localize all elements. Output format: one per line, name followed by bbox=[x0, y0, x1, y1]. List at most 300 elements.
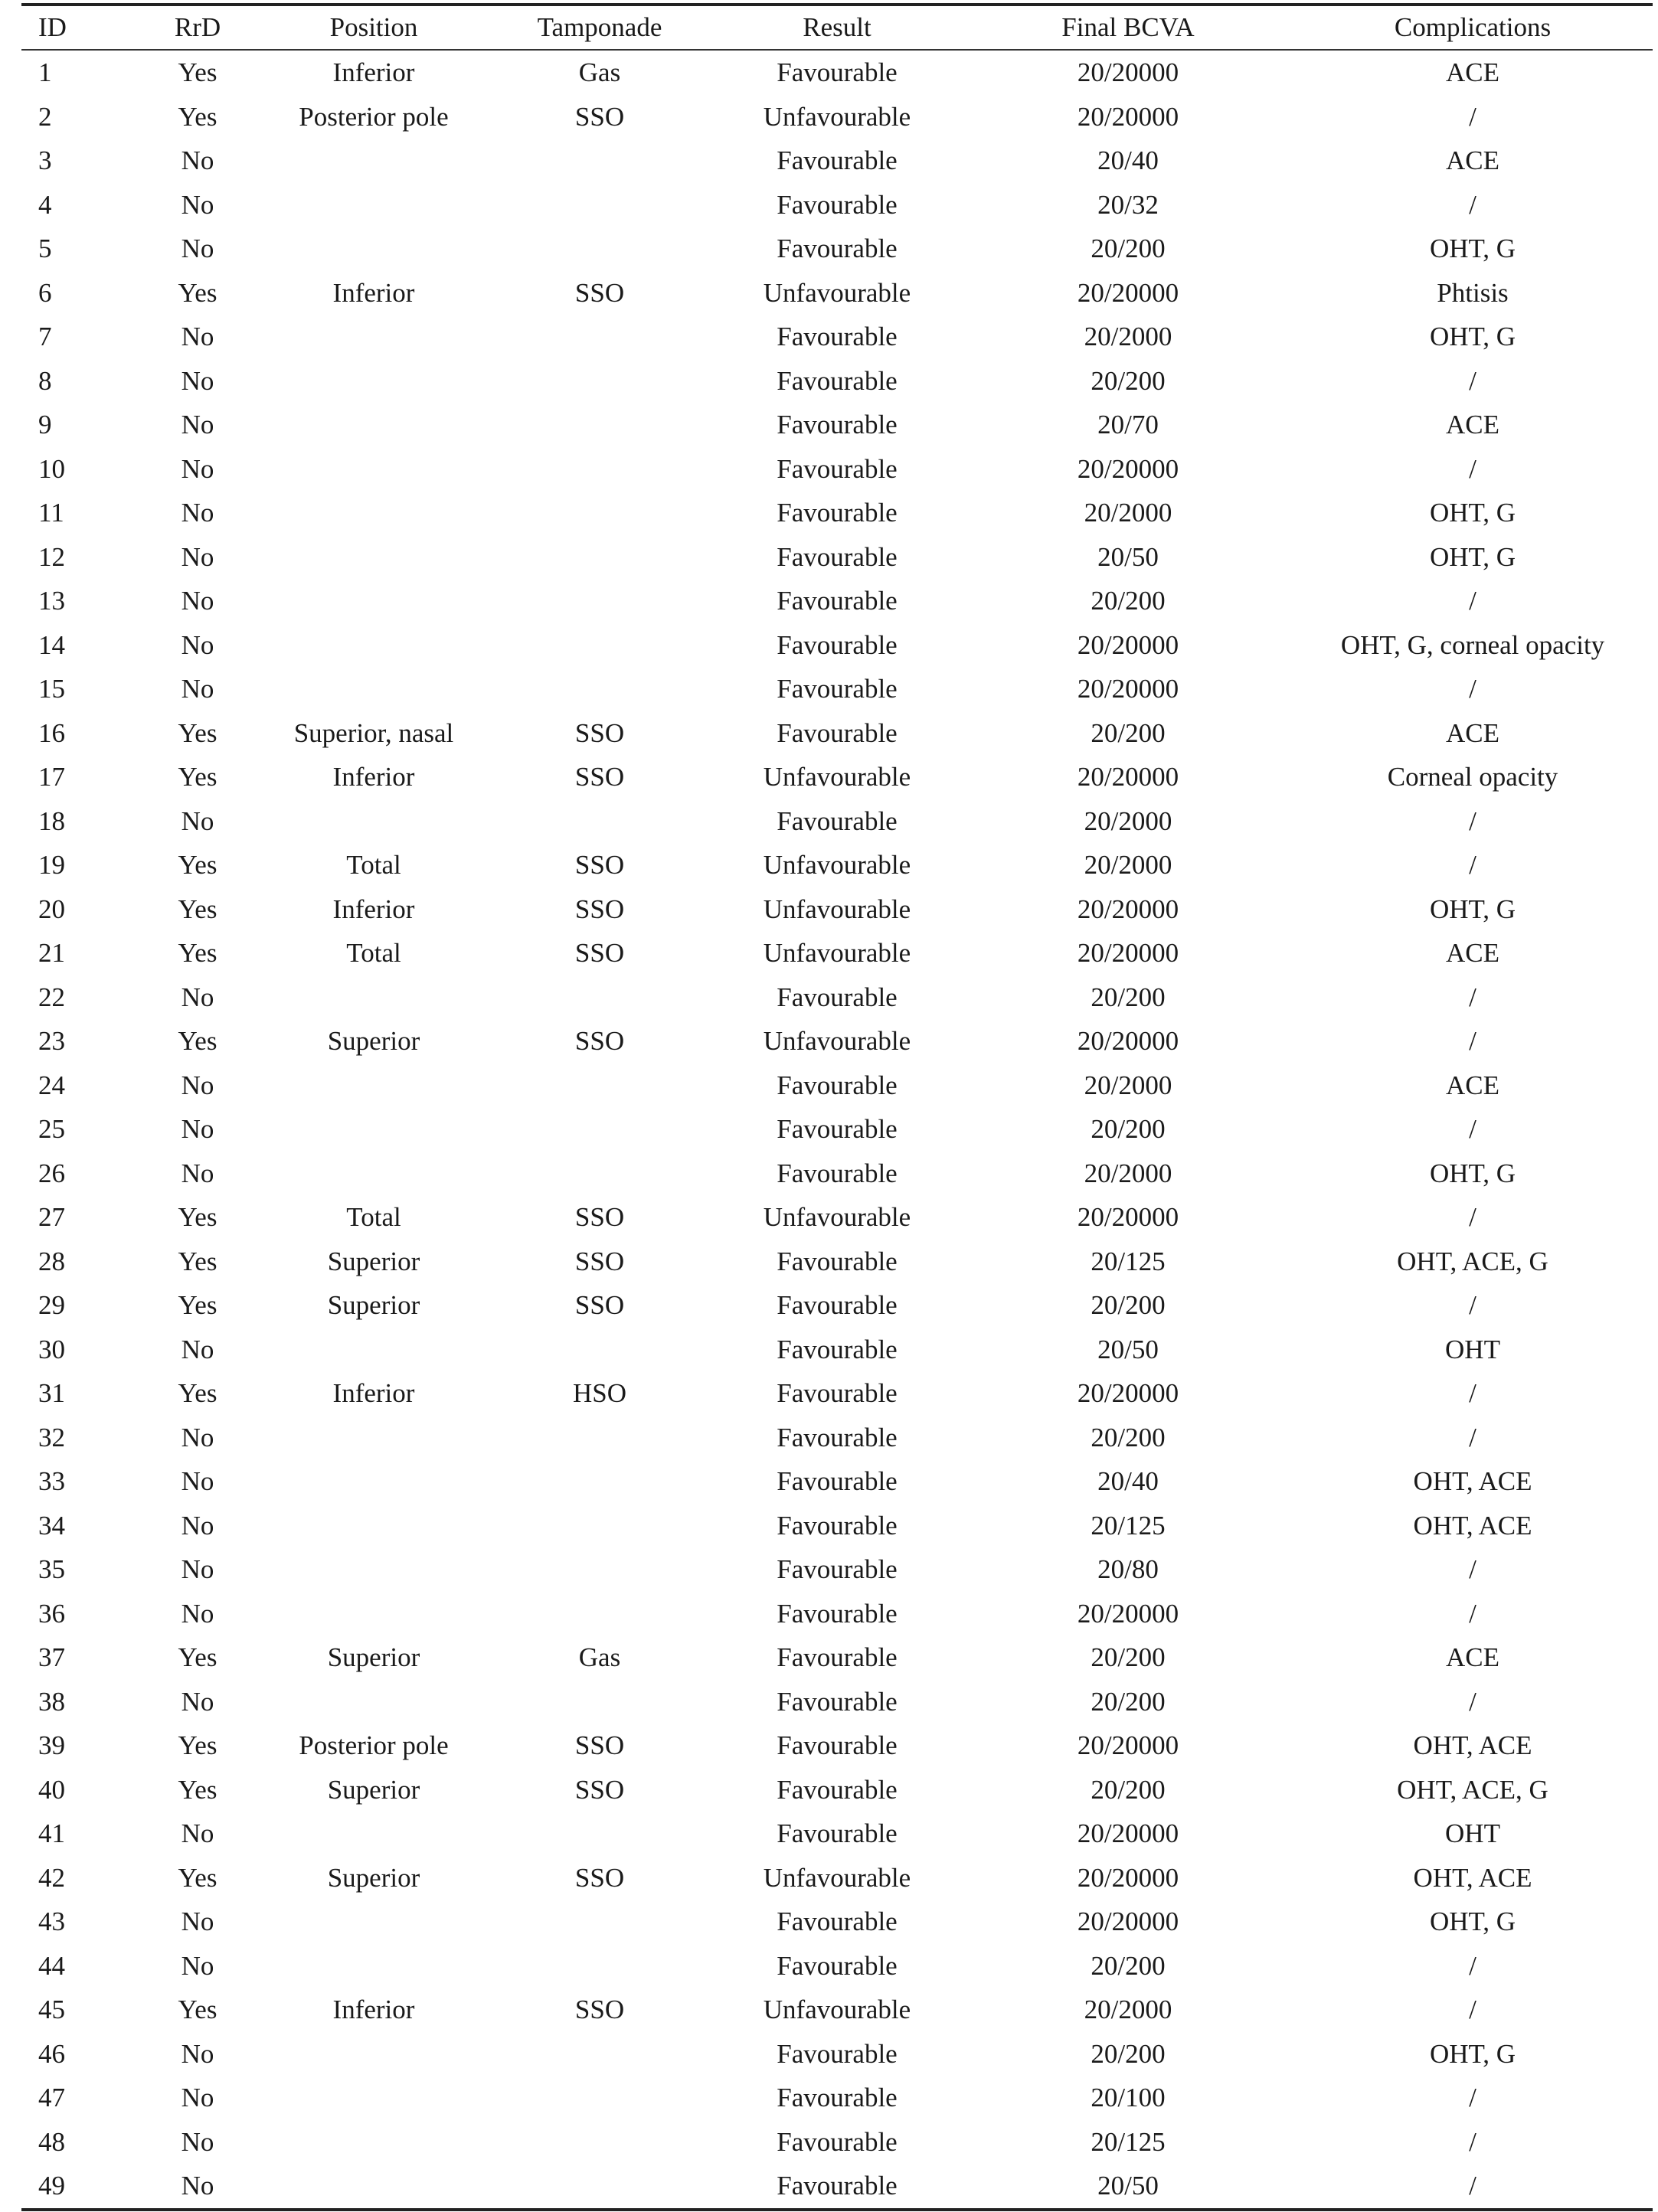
cell-complications: ACE bbox=[1446, 938, 1499, 968]
table-row bbox=[21, 1988, 1653, 2032]
cell-final-bcva: 20/70 bbox=[1097, 410, 1159, 439]
cell-rrd: No bbox=[181, 410, 214, 439]
results-table bbox=[21, 6, 1653, 2208]
cell-final-bcva: 20/125 bbox=[1091, 1510, 1166, 1541]
table-row bbox=[21, 975, 1653, 1020]
table-row bbox=[21, 2076, 1653, 2120]
table-row bbox=[21, 1240, 1653, 1284]
cell-final-bcva: 20/20000 bbox=[1077, 1026, 1179, 1056]
cell-final-bcva: 20/2000 bbox=[1084, 1070, 1172, 1100]
cell-complications: / bbox=[1469, 1950, 1477, 1981]
cell-id: 24 bbox=[38, 1070, 65, 1100]
cell-tamponade bbox=[489, 1680, 711, 1724]
cell-complications: / bbox=[1469, 1202, 1477, 1232]
cell-tamponade: SSO bbox=[574, 1246, 625, 1276]
cell-tamponade: SSO bbox=[574, 1995, 625, 2024]
cell-final-bcva: 20/200 bbox=[1091, 1290, 1166, 1320]
cell-complications: OHT, G bbox=[1429, 322, 1516, 351]
cell-id: 28 bbox=[38, 1246, 65, 1276]
cell-complications: OHT, G bbox=[1429, 1907, 1516, 1936]
cell-position bbox=[259, 975, 489, 1020]
cell-position bbox=[259, 491, 489, 535]
cell-position bbox=[259, 447, 489, 492]
cell-id: 2 bbox=[38, 101, 52, 132]
column-header-id: ID bbox=[38, 12, 67, 42]
table-row bbox=[21, 623, 1653, 668]
cell-result: Favourable bbox=[777, 498, 898, 528]
cell-final-bcva: 20/50 bbox=[1097, 2171, 1159, 2201]
cell-tamponade: SSO bbox=[574, 277, 625, 308]
cell-tamponade: SSO bbox=[574, 717, 625, 748]
cell-result: Unfavourable bbox=[763, 850, 911, 880]
cell-rrd: Yes bbox=[178, 101, 217, 132]
cell-position bbox=[259, 799, 489, 844]
cell-final-bcva: 20/2000 bbox=[1084, 805, 1172, 836]
cell-position bbox=[259, 1328, 489, 1372]
cell-final-bcva: 20/20000 bbox=[1077, 101, 1179, 132]
cell-rrd: Yes bbox=[178, 277, 217, 308]
cell-position bbox=[259, 1107, 489, 1152]
cell-final-bcva: 20/20000 bbox=[1077, 453, 1179, 484]
table-row bbox=[21, 711, 1653, 756]
cell-id: 27 bbox=[38, 1202, 65, 1232]
cell-result: Favourable bbox=[777, 1950, 898, 1981]
table-row bbox=[21, 1371, 1653, 1416]
cell-result: Favourable bbox=[777, 1642, 898, 1672]
cell-rrd: Yes bbox=[178, 894, 217, 924]
cell-id: 13 bbox=[38, 586, 65, 616]
cell-result: Favourable bbox=[777, 982, 898, 1012]
cell-complications: OHT bbox=[1445, 1818, 1500, 1848]
table-row bbox=[21, 139, 1653, 183]
cell-id: 48 bbox=[38, 2126, 65, 2157]
cell-position bbox=[259, 623, 489, 668]
cell-result: Favourable bbox=[777, 1774, 898, 1805]
cell-tamponade: SSO bbox=[574, 938, 625, 968]
cell-complications: / bbox=[1469, 850, 1477, 880]
cell-rrd: No bbox=[181, 498, 214, 528]
cell-result: Unfavourable bbox=[763, 938, 911, 968]
table-row bbox=[21, 1900, 1653, 1944]
cell-rrd: Yes bbox=[178, 1202, 217, 1232]
cell-tamponade bbox=[489, 227, 711, 271]
cell-complications: OHT, G bbox=[1429, 894, 1516, 924]
table-row bbox=[21, 579, 1653, 623]
cell-final-bcva: 20/20000 bbox=[1077, 1378, 1179, 1408]
cell-result: Favourable bbox=[777, 805, 898, 836]
cell-id: 36 bbox=[38, 1598, 65, 1629]
table-row bbox=[21, 95, 1653, 139]
cell-complications: / bbox=[1469, 1114, 1477, 1144]
cell-complications: / bbox=[1469, 453, 1477, 484]
cell-final-bcva: 20/200 bbox=[1091, 586, 1166, 616]
cell-rrd: Yes bbox=[178, 717, 217, 748]
cell-tamponade bbox=[489, 579, 711, 623]
cell-id: 26 bbox=[38, 1158, 65, 1188]
cell-id: 6 bbox=[38, 277, 52, 308]
cell-id: 16 bbox=[38, 717, 65, 748]
cell-rrd: No bbox=[181, 586, 214, 616]
cell-rrd: No bbox=[181, 1466, 214, 1496]
cell-position bbox=[259, 2120, 489, 2165]
cell-id: 38 bbox=[38, 1686, 65, 1717]
cell-position: Total bbox=[346, 1202, 401, 1232]
cell-id: 22 bbox=[38, 982, 65, 1012]
table-row bbox=[21, 1328, 1653, 1372]
cell-result: Favourable bbox=[777, 365, 898, 396]
cell-final-bcva: 20/125 bbox=[1091, 1246, 1166, 1276]
table-row bbox=[21, 2120, 1653, 2165]
cell-tamponade bbox=[489, 2164, 711, 2208]
cell-final-bcva: 20/20000 bbox=[1077, 1202, 1179, 1232]
cell-final-bcva: 20/200 bbox=[1091, 1950, 1166, 1981]
cell-result: Unfavourable bbox=[763, 1862, 911, 1893]
cell-position: Inferior bbox=[332, 762, 415, 792]
cell-tamponade bbox=[489, 2120, 711, 2165]
cell-tamponade bbox=[489, 1812, 711, 1856]
cell-position bbox=[259, 1944, 489, 1988]
cell-id: 8 bbox=[38, 365, 52, 396]
cell-position: Total bbox=[346, 850, 401, 880]
cell-complications: / bbox=[1469, 805, 1477, 836]
table-row bbox=[21, 1812, 1653, 1856]
cell-complications: OHT, G, corneal opacity bbox=[1340, 629, 1605, 660]
cell-complications: ACE bbox=[1446, 1642, 1499, 1672]
cell-final-bcva: 20/200 bbox=[1091, 1774, 1166, 1805]
cell-tamponade bbox=[489, 1944, 711, 1988]
cell-result: Favourable bbox=[777, 1378, 898, 1408]
cell-rrd: No bbox=[181, 453, 214, 484]
cell-result: Favourable bbox=[777, 586, 898, 616]
cell-final-bcva: 20/20000 bbox=[1077, 762, 1179, 792]
cell-tamponade: SSO bbox=[574, 1730, 625, 1760]
cell-final-bcva: 20/20000 bbox=[1077, 1862, 1179, 1893]
cell-tamponade: SSO bbox=[574, 894, 625, 924]
cell-result: Favourable bbox=[777, 1246, 898, 1276]
table-row bbox=[21, 931, 1653, 975]
cell-complications: ACE bbox=[1446, 1070, 1499, 1100]
table-row bbox=[21, 1724, 1653, 1768]
table-row bbox=[21, 491, 1653, 535]
cell-result: Favourable bbox=[777, 1730, 898, 1760]
cell-tamponade bbox=[489, 2076, 711, 2120]
cell-final-bcva: 20/20000 bbox=[1077, 1598, 1179, 1629]
cell-tamponade bbox=[489, 359, 711, 404]
cell-result: Favourable bbox=[777, 1334, 898, 1364]
table-row bbox=[21, 2032, 1653, 2076]
cell-final-bcva: 20/2000 bbox=[1084, 850, 1172, 880]
cell-final-bcva: 20/50 bbox=[1097, 1334, 1159, 1364]
table-row bbox=[21, 535, 1653, 580]
cell-complications: / bbox=[1469, 365, 1477, 396]
cell-position: Inferior bbox=[332, 57, 415, 87]
cell-complications: / bbox=[1469, 1026, 1477, 1056]
cell-position bbox=[259, 667, 489, 711]
table-row bbox=[21, 271, 1653, 315]
cell-final-bcva: 20/200 bbox=[1091, 365, 1166, 396]
table-row bbox=[21, 1019, 1653, 1064]
cell-final-bcva: 20/2000 bbox=[1084, 1158, 1172, 1188]
cell-id: 15 bbox=[38, 674, 65, 704]
table-row bbox=[21, 447, 1653, 492]
cell-complications: / bbox=[1469, 1686, 1477, 1717]
table-row bbox=[21, 1064, 1653, 1108]
cell-complications: ACE bbox=[1446, 145, 1499, 175]
cell-final-bcva: 20/2000 bbox=[1084, 322, 1172, 351]
cell-position: Superior bbox=[327, 1774, 420, 1805]
table-header bbox=[21, 6, 1653, 50]
cell-complications: / bbox=[1469, 1378, 1477, 1408]
cell-id: 40 bbox=[38, 1774, 65, 1805]
cell-result: Favourable bbox=[777, 1158, 898, 1188]
cell-result: Favourable bbox=[777, 410, 898, 439]
column-header-position: Position bbox=[329, 12, 418, 42]
cell-complications: OHT bbox=[1445, 1334, 1500, 1364]
cell-final-bcva: 20/2000 bbox=[1084, 1995, 1172, 2024]
cell-tamponade bbox=[489, 535, 711, 580]
cell-complications: / bbox=[1469, 1290, 1477, 1320]
cell-result: Unfavourable bbox=[763, 762, 911, 792]
table-row bbox=[21, 887, 1653, 932]
cell-tamponade: SSO bbox=[574, 1774, 625, 1805]
cell-id: 25 bbox=[38, 1114, 65, 1144]
cell-rrd: No bbox=[181, 541, 214, 572]
cell-rrd: Yes bbox=[178, 1290, 217, 1320]
table-bottom-rule bbox=[21, 2208, 1653, 2211]
cell-result: Unfavourable bbox=[763, 1026, 911, 1056]
cell-position: Posterior pole bbox=[299, 1730, 449, 1760]
cell-final-bcva: 20/200 bbox=[1091, 1686, 1166, 1717]
cell-position bbox=[259, 1547, 489, 1592]
cell-result: Unfavourable bbox=[763, 894, 911, 924]
cell-complications: OHT, G bbox=[1429, 498, 1516, 528]
cell-position: Inferior bbox=[332, 277, 415, 308]
cell-tamponade bbox=[489, 799, 711, 844]
table-row bbox=[21, 1195, 1653, 1240]
cell-tamponade: SSO bbox=[574, 1862, 625, 1893]
results-table-container bbox=[21, 0, 1653, 2211]
cell-position: Inferior bbox=[332, 1995, 415, 2024]
cell-result: Favourable bbox=[777, 2126, 898, 2157]
cell-final-bcva: 20/20000 bbox=[1077, 1907, 1179, 1936]
cell-final-bcva: 20/20000 bbox=[1077, 277, 1179, 308]
cell-final-bcva: 20/20000 bbox=[1077, 1818, 1179, 1848]
cell-position: Total bbox=[346, 938, 401, 968]
cell-tamponade bbox=[489, 1504, 711, 1548]
cell-rrd: No bbox=[181, 982, 214, 1012]
cell-position bbox=[259, 1592, 489, 1636]
table-row bbox=[21, 667, 1653, 711]
cell-id: 37 bbox=[38, 1642, 65, 1672]
cell-result: Favourable bbox=[777, 1907, 898, 1936]
cell-position: Superior bbox=[327, 1026, 420, 1056]
cell-tamponade: SSO bbox=[574, 850, 625, 880]
table-row bbox=[21, 1856, 1653, 1900]
cell-rrd: No bbox=[181, 1686, 214, 1717]
column-header-result: Result bbox=[803, 12, 872, 42]
cell-position bbox=[259, 2164, 489, 2208]
cell-rrd: No bbox=[181, 1334, 214, 1364]
header-row bbox=[21, 6, 1653, 50]
cell-id: 18 bbox=[38, 805, 65, 836]
cell-position: Inferior bbox=[332, 1378, 415, 1408]
table-row bbox=[21, 1416, 1653, 1460]
cell-final-bcva: 20/20000 bbox=[1077, 674, 1179, 704]
table-row bbox=[21, 315, 1653, 359]
cell-id: 4 bbox=[38, 189, 52, 220]
cell-complications: / bbox=[1469, 1598, 1477, 1629]
cell-final-bcva: 20/32 bbox=[1097, 189, 1159, 220]
cell-position: Superior bbox=[327, 1862, 420, 1893]
cell-complications: ACE bbox=[1446, 410, 1499, 439]
table-row bbox=[21, 1283, 1653, 1328]
cell-tamponade: Gas bbox=[578, 1642, 621, 1672]
cell-id: 47 bbox=[38, 2083, 65, 2112]
cell-rrd: Yes bbox=[178, 1862, 217, 1893]
cell-id: 1 bbox=[38, 57, 52, 87]
cell-rrd: No bbox=[181, 365, 214, 396]
table-row bbox=[21, 1680, 1653, 1724]
cell-complications: OHT, ACE, G bbox=[1397, 1246, 1548, 1276]
cell-id: 31 bbox=[38, 1378, 65, 1408]
cell-final-bcva: 20/200 bbox=[1091, 1422, 1166, 1452]
cell-tamponade bbox=[489, 315, 711, 359]
cell-rrd: Yes bbox=[178, 57, 217, 87]
cell-tamponade: Gas bbox=[578, 57, 621, 87]
cell-rrd: No bbox=[181, 674, 214, 704]
cell-id: 43 bbox=[38, 1907, 65, 1936]
cell-final-bcva: 20/200 bbox=[1091, 234, 1166, 263]
cell-position bbox=[259, 579, 489, 623]
cell-rrd: No bbox=[181, 189, 214, 220]
table-row bbox=[21, 1504, 1653, 1548]
cell-position bbox=[259, 1504, 489, 1548]
cell-tamponade: SSO bbox=[574, 101, 625, 132]
cell-position bbox=[259, 1680, 489, 1724]
cell-rrd: Yes bbox=[178, 850, 217, 880]
cell-position bbox=[259, 1900, 489, 1944]
table-row bbox=[21, 1768, 1653, 1812]
cell-final-bcva: 20/40 bbox=[1097, 145, 1159, 175]
cell-id: 3 bbox=[38, 145, 52, 175]
cell-id: 34 bbox=[38, 1510, 65, 1541]
cell-final-bcva: 20/125 bbox=[1091, 2126, 1166, 2157]
cell-rrd: No bbox=[181, 1114, 214, 1144]
cell-tamponade bbox=[489, 1152, 711, 1196]
cell-tamponade bbox=[489, 1592, 711, 1636]
table-row bbox=[21, 755, 1653, 799]
table-row bbox=[21, 403, 1653, 447]
table-row bbox=[21, 1592, 1653, 1636]
cell-id: 41 bbox=[38, 1818, 65, 1848]
cell-complications: / bbox=[1469, 2083, 1477, 2112]
table-row bbox=[21, 1107, 1653, 1152]
cell-result: Favourable bbox=[777, 1598, 898, 1629]
cell-id: 20 bbox=[38, 894, 65, 924]
cell-id: 35 bbox=[38, 1554, 65, 1584]
cell-final-bcva: 20/20000 bbox=[1077, 938, 1179, 968]
cell-position bbox=[259, 1459, 489, 1504]
cell-tamponade bbox=[489, 667, 711, 711]
cell-id: 17 bbox=[38, 762, 65, 792]
cell-id: 49 bbox=[38, 2171, 65, 2201]
cell-tamponade: SSO bbox=[574, 1290, 625, 1320]
cell-rrd: No bbox=[181, 1950, 214, 1981]
cell-rrd: Yes bbox=[178, 762, 217, 792]
cell-result: Favourable bbox=[777, 1070, 898, 1100]
cell-rrd: Yes bbox=[178, 1730, 217, 1760]
cell-id: 12 bbox=[38, 541, 65, 572]
cell-final-bcva: 20/20000 bbox=[1077, 57, 1179, 87]
cell-complications: OHT, ACE bbox=[1413, 1862, 1532, 1893]
cell-result: Favourable bbox=[777, 629, 898, 660]
cell-position bbox=[259, 2032, 489, 2076]
cell-result: Favourable bbox=[777, 1290, 898, 1320]
cell-rrd: No bbox=[181, 2038, 214, 2069]
table-row bbox=[21, 1152, 1653, 1196]
cell-position bbox=[259, 403, 489, 447]
table-row bbox=[21, 51, 1653, 95]
cell-result: Favourable bbox=[777, 717, 898, 748]
cell-id: 44 bbox=[38, 1950, 65, 1981]
cell-position bbox=[259, 1152, 489, 1196]
cell-rrd: No bbox=[181, 145, 214, 175]
cell-rrd: Yes bbox=[178, 1246, 217, 1276]
cell-id: 23 bbox=[38, 1026, 65, 1056]
cell-result: Favourable bbox=[777, 322, 898, 351]
cell-result: Unfavourable bbox=[763, 277, 911, 308]
cell-id: 32 bbox=[38, 1422, 65, 1452]
cell-position bbox=[259, 1812, 489, 1856]
cell-complications: OHT, G bbox=[1429, 541, 1516, 572]
cell-id: 7 bbox=[38, 322, 52, 351]
cell-tamponade bbox=[489, 1416, 711, 1460]
cell-id: 10 bbox=[38, 453, 65, 484]
cell-result: Favourable bbox=[777, 1686, 898, 1717]
cell-tamponade: HSO bbox=[572, 1378, 627, 1408]
cell-position bbox=[259, 2076, 489, 2120]
table-row bbox=[21, 1635, 1653, 1680]
cell-tamponade: SSO bbox=[574, 1202, 625, 1232]
cell-id: 33 bbox=[38, 1466, 65, 1496]
cell-rrd: No bbox=[181, 629, 214, 660]
cell-tamponade bbox=[489, 1459, 711, 1504]
cell-rrd: No bbox=[181, 1070, 214, 1100]
cell-rrd: No bbox=[181, 1598, 214, 1629]
cell-position: Superior, nasal bbox=[293, 717, 454, 748]
cell-complications: OHT, ACE, G bbox=[1397, 1774, 1548, 1805]
cell-rrd: Yes bbox=[178, 1995, 217, 2024]
cell-rrd: No bbox=[181, 1422, 214, 1452]
cell-tamponade bbox=[489, 1547, 711, 1592]
cell-final-bcva: 20/20000 bbox=[1077, 894, 1179, 924]
cell-position bbox=[259, 227, 489, 271]
cell-complications: / bbox=[1469, 586, 1477, 616]
cell-complications: / bbox=[1469, 2126, 1477, 2157]
cell-complications: OHT, ACE bbox=[1413, 1730, 1532, 1760]
table-row bbox=[21, 227, 1653, 271]
table-row bbox=[21, 359, 1653, 404]
cell-result: Favourable bbox=[777, 2083, 898, 2112]
cell-rrd: Yes bbox=[178, 1642, 217, 1672]
cell-rrd: No bbox=[181, 1510, 214, 1541]
cell-id: 21 bbox=[38, 938, 65, 968]
cell-final-bcva: 20/100 bbox=[1091, 2083, 1166, 2112]
cell-position bbox=[259, 535, 489, 580]
cell-final-bcva: 20/40 bbox=[1097, 1466, 1159, 1496]
cell-id: 30 bbox=[38, 1334, 65, 1364]
cell-id: 45 bbox=[38, 1995, 65, 2024]
